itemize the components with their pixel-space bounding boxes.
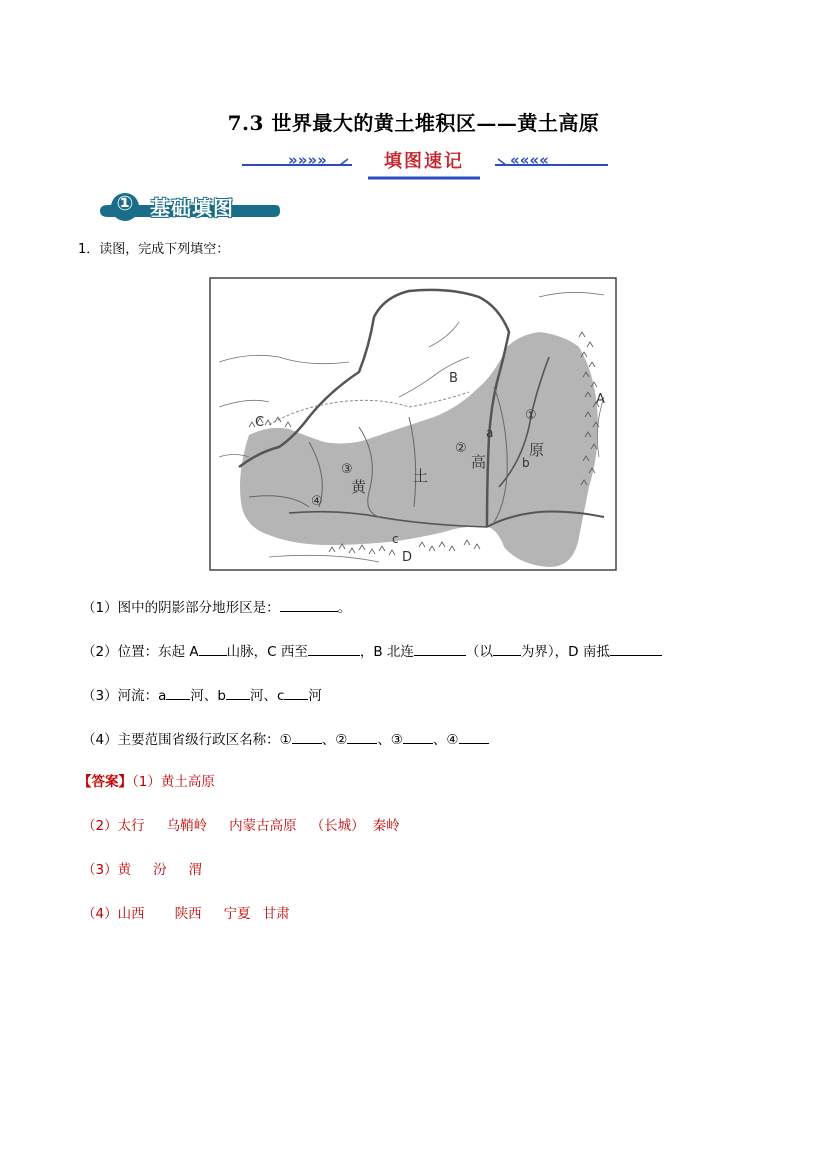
section-number: ①: [116, 191, 134, 215]
answer-2-d: （长城）: [310, 818, 365, 834]
question-prompt: 1．读图，完成下列填空：: [78, 242, 230, 257]
answer-line-1: [78, 770, 215, 790]
answer-2-a: （2）太行: [82, 818, 145, 834]
q2-text-e: 为界），D 南抵: [520, 644, 610, 660]
answer-line-3: [82, 858, 202, 878]
q2-text-c: ，B 北连: [359, 644, 414, 660]
q3-text-c: 河、c: [249, 688, 285, 704]
q1-text: （1）图中的阴影部分地形区是：: [82, 600, 280, 616]
answer-2-c: 内蒙古高原: [229, 818, 297, 834]
map-label-B: B: [449, 371, 458, 386]
q2-text-a: （2）位置：东起 A: [82, 644, 199, 660]
map-label-n4: ④: [311, 494, 323, 509]
answer-4-b: 陕西: [174, 906, 202, 922]
answer-tag: 【答案】: [78, 774, 132, 790]
map-label-D: D: [402, 550, 413, 565]
banner-right-arrows: ««««: [510, 151, 549, 169]
answer-line-4: [82, 902, 290, 922]
answer-2-b: 乌鞘岭: [166, 818, 208, 834]
section-title: 基础填图: [150, 196, 234, 220]
answer-4-a: （4）山西: [82, 906, 145, 922]
map-label-b: b: [522, 456, 530, 470]
map-label-n1: ①: [525, 408, 537, 423]
q2-blank-2[interactable]: [308, 643, 360, 656]
question-line-2: [82, 640, 662, 660]
answer-line-2: [82, 814, 400, 834]
question-line-3: [82, 684, 322, 704]
q4-text-a: （4）主要范围省级行政区名称：①: [82, 732, 292, 748]
q3-text-b: 河、b: [190, 688, 226, 704]
map-label-huang: 黄: [351, 478, 367, 496]
banner-left-arrows: »»»»: [288, 151, 327, 169]
q3-blank-2[interactable]: [226, 687, 250, 700]
map-label-tu: 土: [413, 467, 429, 485]
q4-blank-3[interactable]: [403, 731, 433, 744]
answer-4-d: 甘肃: [262, 906, 290, 922]
loess-plateau-map: [209, 277, 617, 571]
banner-label: 填图速记: [384, 151, 464, 172]
answer-3-a: （3）黄: [82, 862, 132, 878]
q3-blank-3[interactable]: [284, 687, 308, 700]
question-line-4: [82, 728, 489, 748]
answer-4-c: 宁夏: [223, 906, 251, 922]
map-label-C: C: [255, 415, 265, 430]
q4-text-b: 、②: [321, 732, 348, 748]
q4-text-d: 、④: [432, 732, 459, 748]
q3-text-d: 河: [308, 688, 322, 704]
q2-blank-4[interactable]: [493, 643, 521, 656]
map-label-n3: ③: [341, 462, 353, 477]
q2-text-b: 山脉，C 西至: [226, 644, 308, 660]
answer-3-c: 渭: [188, 862, 203, 878]
map-label-yuan: 原: [529, 441, 545, 459]
q4-text-c: 、③: [377, 732, 403, 748]
map-label-c: c: [392, 532, 399, 546]
question-line-1: [82, 596, 351, 616]
q4-blank-4[interactable]: [459, 731, 489, 744]
q2-blank-3[interactable]: [414, 643, 466, 656]
map-label-gao: 高: [471, 453, 487, 471]
q2-blank-5[interactable]: [610, 643, 662, 656]
answer-1: （1）黄土高原: [132, 774, 215, 790]
answer-3-b: 汾: [153, 862, 167, 878]
q4-blank-1[interactable]: [292, 731, 322, 744]
q1-blank[interactable]: [280, 599, 338, 612]
page-title: 7.3 世界最大的黄土堆积区——黄土高原: [227, 111, 600, 135]
map-label-a: a: [486, 426, 494, 440]
answer-2-e: 秦岭: [372, 818, 400, 834]
map-label-n2: ②: [455, 441, 467, 456]
q3-text-a: （3）河流：a: [82, 688, 167, 704]
map-label-A: A: [596, 392, 605, 407]
q2-text-d: （以: [465, 644, 493, 660]
q1-end: 。: [337, 600, 352, 616]
q2-blank-1[interactable]: [199, 643, 227, 656]
q4-blank-2[interactable]: [347, 731, 377, 744]
q3-blank-1[interactable]: [166, 687, 190, 700]
